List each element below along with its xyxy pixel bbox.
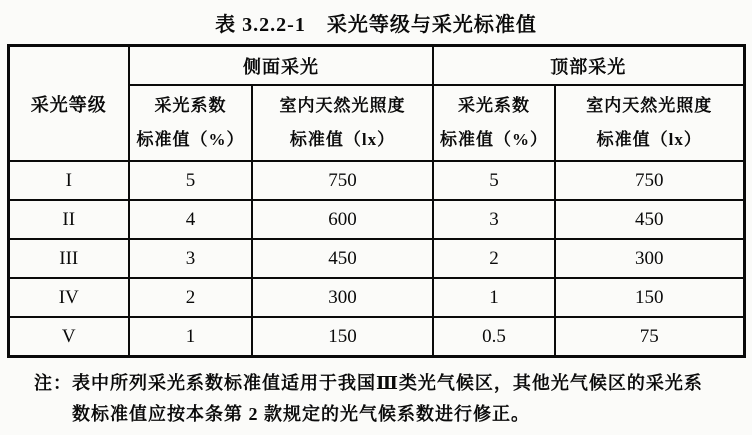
header-group-row [8,46,744,86]
table-row [8,239,744,278]
subheader-line: 室内天然光照度 [279,96,406,115]
table-row [8,200,744,239]
subheader-side-illuminance [252,85,433,161]
value-cell: 1 [129,317,252,357]
value-cell: 150 [252,317,433,357]
subheader-side-daylight-factor [129,85,252,161]
value-cell: 750 [252,161,433,200]
page-title: 表 3.2.2-1 采光等级与采光标准值 [215,14,537,36]
value-cell: 5 [129,161,252,200]
table-row [8,161,744,200]
grade-cell: III [8,239,129,278]
subheader-line: 室内天然光照度 [586,96,713,115]
group-header-side-lighting: 侧面采光 [129,46,433,86]
value-cell: 75 [555,317,744,357]
subheader-top-illuminance [555,85,744,161]
note-text [72,368,740,430]
value-cell: 450 [252,239,433,278]
table-note [34,368,740,430]
grade-cell: V [8,317,129,357]
value-cell: 2 [433,239,555,278]
subheader-line: 采光系数 [154,96,227,115]
note-label: 注： [34,373,72,393]
value-cell: 5 [433,161,555,200]
subheader-line: 标准值（%） [440,130,548,149]
daylighting-standards-table [7,44,746,358]
value-cell: 3 [129,239,252,278]
note-line-2: 数标准值应按本条第 2 款规定的光气候系数进行修正。 [72,404,530,424]
grade-cell: IV [8,278,129,317]
note-line-1: 表中所列采光系数标准值适用于我国Ⅲ类光气候区，其他光气候区的采光系 [72,373,703,393]
table-row [8,278,744,317]
subheader-line: 标准值（lx） [289,130,396,149]
value-cell: 150 [555,278,744,317]
value-cell: 300 [555,239,744,278]
value-cell: 450 [555,200,744,239]
value-cell: 300 [252,278,433,317]
subheader-line: 标准值（%） [136,130,245,149]
table-row [8,317,744,357]
value-cell: 600 [252,200,433,239]
subheader-top-daylight-factor [433,85,555,161]
value-cell: 4 [129,200,252,239]
value-cell: 0.5 [433,317,555,357]
value-cell: 750 [555,161,744,200]
grade-cell: I [8,161,129,200]
value-cell: 1 [433,278,555,317]
subheader-line: 标准值（lx） [596,130,702,149]
value-cell: 2 [129,278,252,317]
corner-header-grade: 采光等级 [8,46,129,162]
subheader-line: 采光系数 [458,96,530,115]
grade-cell: II [8,200,129,239]
group-header-top-lighting: 顶部采光 [433,46,744,86]
value-cell: 3 [433,200,555,239]
